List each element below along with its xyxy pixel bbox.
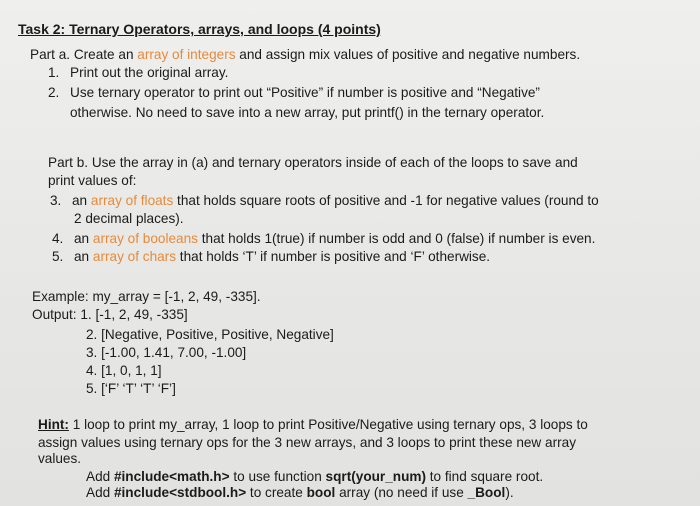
- item-text-post: that holds square roots of positive and -1 for negative values (round to: [173, 193, 599, 208]
- text: ).: [505, 485, 514, 500]
- part-a-item-2-cont: otherwise. No need to save into a new array, put printf() in the ternary operator.: [70, 105, 545, 120]
- hint-line-2: assign values using ternary ops for the 3 new arrays, and 3 loops to print these new array: [38, 435, 577, 450]
- code-underscore-bool: _Bool: [467, 485, 506, 500]
- part-b-item-4: [52, 230, 595, 248]
- part-a-item-2: [48, 84, 540, 102]
- part-a-intro-post: and assign mix values of positive and negative numbers.: [235, 47, 581, 62]
- output-5: 5. [‘F’ ‘T’ ‘T’ ‘F’]: [86, 381, 176, 396]
- part-b-intro-cont: print values of:: [48, 173, 137, 188]
- item-number: 3.: [50, 193, 62, 208]
- hint-line-1: [38, 416, 588, 434]
- code-bool: bool: [306, 485, 336, 500]
- text: Add: [86, 469, 114, 484]
- item-number: 4.: [52, 231, 64, 246]
- part-b-intro: Part b. Use the array in (a) and ternary operators inside of each of the loops to save and: [48, 155, 578, 170]
- text: array (no need if use: [335, 485, 468, 500]
- item-highlight: array of chars: [92, 249, 177, 264]
- text: Add: [86, 485, 114, 500]
- item-highlight: array of booleans: [92, 231, 198, 246]
- item-highlight: array of floats: [90, 193, 174, 208]
- example-line: Example: my_array = [-1, 2, 49, -335].: [32, 289, 261, 304]
- hint-text: 1 loop to print my_array, 1 loop to print Positive/Negative using ternary ops, 3 loops to: [68, 417, 588, 432]
- item-text: Print out the original array.: [70, 65, 229, 80]
- part-a-intro-pre: Part a. Create an: [30, 47, 138, 62]
- part-b-item-3-cont: 2 decimal places).: [74, 211, 184, 226]
- item-number: 5.: [52, 249, 64, 264]
- code-include-stdbool: #include<stdbool.h>: [113, 485, 247, 500]
- item-number: 1.: [48, 65, 60, 80]
- part-a-intro: [30, 46, 580, 64]
- item-text-pre: an: [74, 231, 93, 246]
- include-stdbool-line: [86, 484, 514, 502]
- code-sqrt: sqrt(your_num): [325, 469, 426, 484]
- part-b-item-5: [52, 248, 490, 266]
- output-label: Output: 1. [-1, 2, 49, -335]: [32, 307, 188, 322]
- output-3: 3. [-1.00, 1.41, 7.00, -1.00]: [86, 345, 247, 360]
- hint-label: Hint:: [38, 417, 69, 432]
- text: to use function: [229, 469, 326, 484]
- item-text-post: that holds ‘T’ if number is positive and ‘F’ otherwise.: [176, 249, 491, 264]
- item-text: Use ternary operator to print out “Positive” if number is positive and “Negative”: [70, 85, 540, 100]
- text: to create: [246, 485, 307, 500]
- output-2: 2. [Negative, Positive, Positive, Negative]: [86, 327, 334, 342]
- item-text-post: that holds 1(true) if number is odd and 0 (false) if number is even.: [197, 231, 596, 246]
- hint-line-3: values.: [38, 451, 82, 466]
- part-b-item-3: [50, 192, 599, 210]
- part-a-item-1: [48, 64, 228, 82]
- part-a-intro-highlight: array of integers: [137, 47, 236, 62]
- item-text-pre: an: [72, 193, 91, 208]
- code-include-math: #include<math.h>: [113, 469, 230, 484]
- task-title: Task 2: Ternary Operators, arrays, and loops (4 points): [18, 21, 381, 37]
- text: to find square root.: [426, 469, 544, 484]
- item-text-pre: an: [74, 249, 93, 264]
- output-4: 4. [1, 0, 1, 1]: [86, 363, 162, 378]
- item-number: 2.: [48, 85, 60, 100]
